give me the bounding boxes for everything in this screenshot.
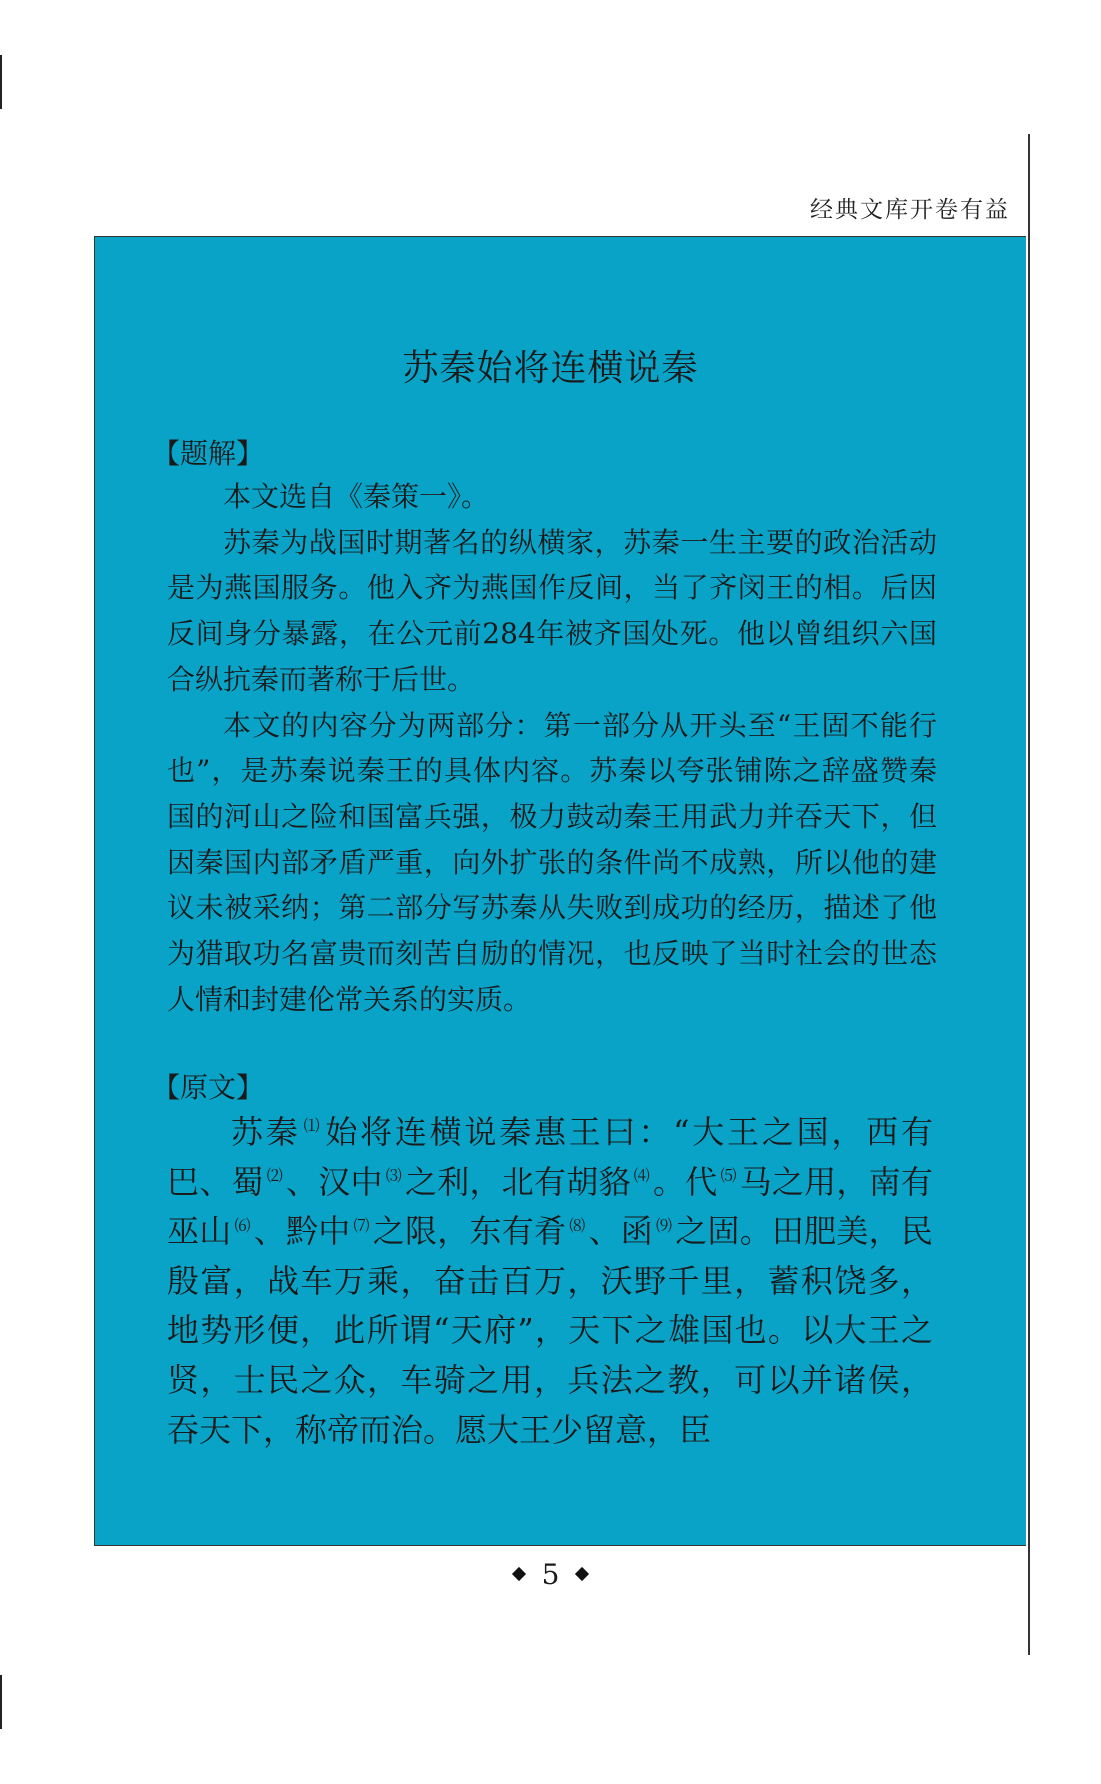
original-text-run: 马之用，南有巫山 [167,1162,933,1251]
diamond-ornament-right [575,1566,589,1580]
article-title: 苏秦始将连横说秦 [402,348,699,389]
intro-paragraph: 本文选自《秦策一》。 [223,480,490,513]
crop-mark-bottom [0,1675,2,1729]
diamond-ornament-left [512,1566,526,1580]
intro-heading: 【题解】 [152,437,265,470]
intro-text [167,474,937,1022]
footnote-marker: ⑺ [353,1215,370,1235]
original-heading: 【原文】 [152,1071,265,1104]
original-text-run: 之固。田肥美，民殷富，战车万乘，奋击百万，沃野千里，蓄积饶多，地势形便，此所谓“天府”，天下之雄国也。以大王之贤，士民之众，车骑之用，兵法之教，可以并诸侯，吞天下，称帝而治。愿大王少留意，臣 [167,1212,933,1449]
footnote-marker: ⑸ [720,1165,737,1185]
page-footer [0,1558,1101,1591]
intro-paragraph: 苏秦为战国时期著名的纵横家，苏秦一生主要的政治活动是为燕国服务。他入齐为燕国作反间，当了齐闵王的相。后因反间身分暴露，在公元前284年被齐国处死。他以曾组织六国合纵抗秦而著称于后世。 [167,525,937,696]
original-text-run: 始将连横说秦惠王曰：“大王之国，西有巴、蜀 [167,1113,933,1201]
footnote-marker: ⑷ [633,1165,650,1185]
footnote-marker: ⑻ [569,1215,586,1235]
footnote-marker: ⑶ [385,1165,402,1185]
original-text-run: 、黔中 [253,1212,351,1251]
original-text-run: 之利，北有胡貉 [404,1162,631,1201]
original-text-run: 、汉中 [285,1162,383,1201]
footnote-marker: ⑴ [303,1116,323,1136]
crop-mark-top [0,55,2,109]
footnote-marker: ⑵ [266,1165,283,1185]
original-paragraph [167,1108,933,1455]
footnote-marker: ⑹ [234,1215,251,1235]
original-text [167,1108,933,1455]
running-header: 经典文库开卷有益 [810,197,1010,223]
original-text-run: 、函 [588,1212,653,1251]
page-number: 5 [541,1558,560,1591]
footnote-marker: ⑼ [655,1215,673,1235]
original-text-run: 。代 [652,1162,718,1201]
original-text-run: 苏秦 [231,1113,301,1151]
original-text-run: 之限，东有肴 [372,1212,567,1251]
intro-paragraph: 本文的内容分为两部分：第一部分从开头至“王固不能行也”，是苏秦说秦王的具体内容。苏秦以夸张铺陈之辞盛赞秦国的河山之险和国富兵强，极力鼓动秦王用武力并吞天下，但因秦国内部矛盾严重，向外扩张的条件尚不成熟，所以他的建议未被采纳；第二部分写苏秦从失败到成功的经历，描述了他为猎取功名富贵而刻苦自励的情况，也反映了当时社会的世态人情和封建伦常关系的实质。 [167,708,937,1016]
